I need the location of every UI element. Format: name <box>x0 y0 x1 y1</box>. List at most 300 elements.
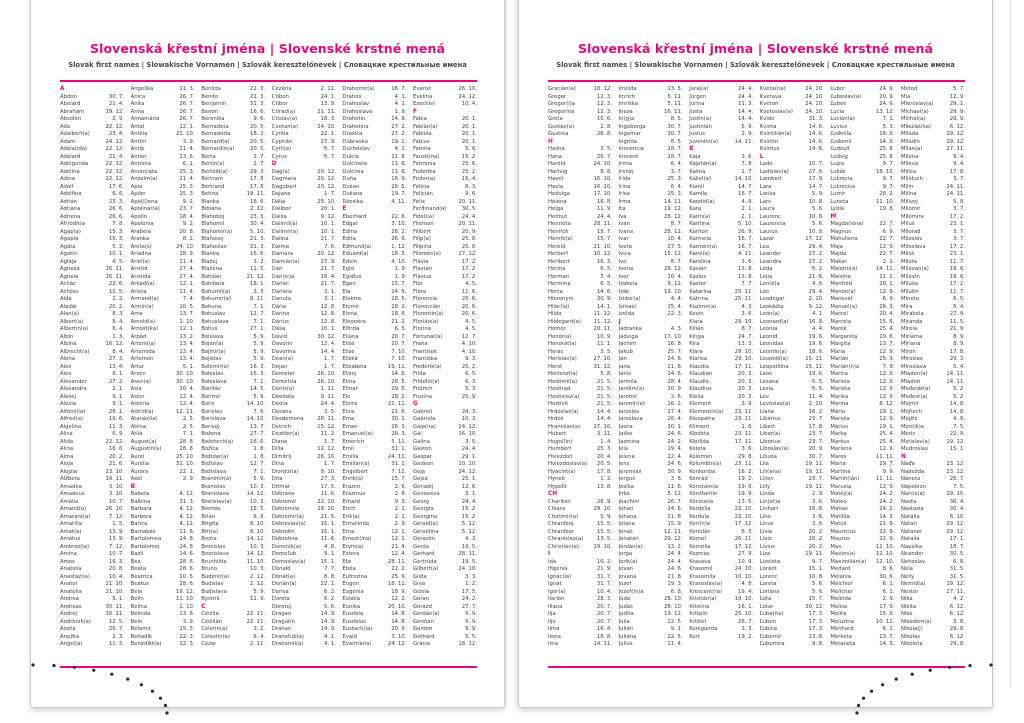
nameday-date: 12. 8. <box>320 303 336 310</box>
name-row <box>131 544 195 552</box>
name-row <box>901 161 965 169</box>
nameday-date: 1. 7. <box>741 168 754 175</box>
name-label: Ľuben <box>759 618 776 625</box>
name-label: Jeremiáš <box>618 468 642 475</box>
nameday-date: 19. 1. <box>879 423 895 430</box>
name-row <box>548 94 612 102</box>
name-label: Jolana <box>618 521 635 527</box>
name-label: Hortenz(ia) <box>548 371 578 377</box>
nameday-date: 4. 5. <box>112 258 124 265</box>
name-label: Nehoslav <box>900 558 926 565</box>
name-label: Maxim(a) <box>830 551 856 557</box>
name-row <box>548 506 612 514</box>
name-label: Lota <box>759 596 772 602</box>
name-row <box>131 326 195 334</box>
name-row <box>272 184 336 192</box>
name-label: Adolfína <box>60 191 82 197</box>
nameday-date: 22. 1. <box>320 581 336 587</box>
nameday-date: 7. 1. <box>253 303 266 310</box>
nameday-date: 16. 12. <box>176 588 195 595</box>
name-row <box>901 94 965 102</box>
name-label: Bronislav <box>201 543 226 550</box>
name-label: Miroslava <box>900 363 927 370</box>
name-label: Katrina <box>689 296 709 302</box>
nameday-date: 20. 1. <box>461 116 477 122</box>
nameday-date: 29. 1. <box>461 453 477 460</box>
nameday-date: 24. 2. <box>461 596 477 602</box>
nameday-date: 13. 8. <box>179 611 195 617</box>
name-row <box>830 191 894 199</box>
name-label: Jarolím(a) <box>618 386 645 392</box>
nameday-date: 17. 8. <box>250 183 266 190</box>
name-label: Chiara <box>548 506 566 512</box>
nameday-date: 24. 10. <box>805 101 824 107</box>
name-row <box>619 469 683 477</box>
name-row <box>689 491 753 499</box>
name-label: Lívio <box>759 536 773 542</box>
nameday-date: 25. 11. <box>734 296 754 302</box>
name-row <box>830 304 894 312</box>
name-row <box>548 236 612 244</box>
name-row <box>272 94 336 102</box>
nameday-date: 12. 4. <box>179 393 195 400</box>
name-row <box>689 514 753 522</box>
nameday-date: 19. 1. <box>879 408 895 415</box>
nameday-date: 5. 3. <box>882 123 895 130</box>
nameday-date: 21. 4. <box>108 101 124 107</box>
nameday-date: 13. 7. <box>879 633 895 640</box>
name-row <box>413 551 477 559</box>
name-row <box>619 206 683 214</box>
nameday-date: 18. 9. <box>179 251 195 257</box>
nameday-date: 16. 6. <box>250 108 266 115</box>
nameday-date: 13. 5. <box>596 528 612 535</box>
name-label: Helena <box>548 198 567 205</box>
nameday-date: 21. 2. <box>391 318 407 325</box>
nameday-date: 7. 12. <box>108 513 124 520</box>
name-label: Kordelia <box>689 506 711 512</box>
name-row <box>901 469 965 477</box>
nameday-date: 29. 10. <box>734 348 754 355</box>
name-row <box>272 491 336 499</box>
nameday-date: 19. 11. <box>105 476 124 482</box>
name-row <box>131 191 195 199</box>
nameday-date: 30. 7. <box>667 123 683 130</box>
nameday-date: 24. 4. <box>738 93 754 100</box>
name-row <box>201 566 265 574</box>
name-label: Milína <box>900 191 917 197</box>
name-label: Borislav <box>201 408 223 415</box>
name-row <box>619 131 683 139</box>
name-label: Nikodém(a) <box>900 618 932 625</box>
name-label: Belo <box>130 618 143 625</box>
name-row <box>760 476 824 484</box>
name-label: Dajana <box>271 191 291 197</box>
name-row <box>619 424 683 432</box>
nameday-date: 4. 12. <box>179 521 195 527</box>
nameday-date: 27. 6. <box>808 168 824 175</box>
nameday-date: 6. 6. <box>112 191 124 197</box>
name-row <box>830 94 894 102</box>
name-label: Iva <box>618 213 627 220</box>
name-label: Anzelm(a) <box>130 176 158 182</box>
nameday-date: 25. 3. <box>179 168 195 175</box>
name-label: Gilbert(a) <box>412 566 439 572</box>
name-label: Hieronym <box>548 296 574 302</box>
name-label: Dobromír(a) <box>271 513 304 520</box>
name-label: Drahotín <box>342 116 366 122</box>
name-label: Jana <box>618 363 631 370</box>
nameday-date: 17. 2. <box>461 266 477 272</box>
name-label: Elo <box>342 393 351 400</box>
nameday-date: 29. 1. <box>949 101 965 107</box>
name-row <box>131 214 195 222</box>
name-label: Klaudián <box>689 371 713 377</box>
nameday-date: 26. 9. <box>738 228 754 235</box>
name-row <box>901 334 965 342</box>
name-label: Lara <box>759 183 772 190</box>
nameday-date: 30. 10. <box>176 371 195 377</box>
name-row <box>60 244 124 252</box>
name-row <box>60 349 124 357</box>
nameday-date: 8. 5. <box>670 116 683 122</box>
nameday-date: 9. 9. <box>882 468 895 475</box>
name-label: Ingeborga <box>618 123 646 130</box>
name-row <box>60 641 124 649</box>
name-row <box>619 484 683 492</box>
nameday-date: 23. 12. <box>946 468 965 475</box>
nameday-date: 2. 2. <box>394 513 407 520</box>
name-label: Dáša <box>271 326 286 332</box>
name-row <box>413 529 477 537</box>
nameday-date: 10. 12. <box>593 251 612 257</box>
nameday-date: 30. 4. <box>949 506 965 512</box>
nameday-date: 9. 1. <box>112 371 124 377</box>
name-label: Aranka <box>130 236 150 242</box>
name-label: Bianka <box>201 198 220 205</box>
nameday-date: 12. 9. <box>879 393 895 400</box>
name-label: Cyntia <box>271 131 289 137</box>
name-row <box>413 409 477 417</box>
name-label: Herbert <box>548 251 569 257</box>
name-label: Helmut <box>548 213 568 220</box>
name-label: Geraldína <box>412 528 439 535</box>
name-label: Iliana <box>548 603 563 610</box>
name-label: Jela <box>618 446 629 452</box>
nameday-date: 9. 8. <box>811 641 824 647</box>
nameday-date: 20. 2. <box>108 453 124 460</box>
nameday-date: 18. 9. <box>391 588 407 595</box>
name-label: Bernadeta <box>201 123 229 130</box>
name-row <box>342 341 406 349</box>
name-row <box>131 109 195 117</box>
name-row <box>342 266 406 274</box>
name-row <box>201 101 265 109</box>
nameday-date: 28. 7. <box>667 153 683 160</box>
name-row <box>413 356 477 364</box>
name-label: Adrián <box>60 198 78 205</box>
name-row <box>548 131 612 139</box>
name-label: Alexia <box>60 401 77 407</box>
name-row <box>689 326 753 334</box>
page-subtitle: Slovak first names | Slowakische Vornamen | Szlovák keresztelőnevek | Словацкие крестильные имена <box>556 61 955 69</box>
name-row <box>760 356 824 364</box>
nameday-date: 15. 3. <box>179 626 195 632</box>
name-label: Maximilián(a) <box>830 558 867 565</box>
nameday-date: 14. 6. <box>808 123 824 130</box>
name-label: Elmar <box>342 386 358 392</box>
name-label: Chranislav(a) <box>548 536 584 542</box>
nameday-date: 11. 8. <box>391 153 407 160</box>
name-label: Alfréd(a) <box>60 416 84 422</box>
name-label: Estera <box>342 551 360 557</box>
nameday-date: 12. 9. <box>879 416 895 422</box>
name-row <box>901 139 965 147</box>
name-label: Hyacint(a) <box>548 468 576 475</box>
name-row <box>901 476 965 484</box>
nameday-date: 17. 6. <box>108 183 124 190</box>
name-label: Arnold(a) <box>130 318 156 325</box>
name-row <box>60 184 124 192</box>
name-row <box>760 176 824 184</box>
nameday-date: 21. 3. <box>250 236 266 242</box>
name-row <box>342 116 406 124</box>
nameday-date: 24. 11. <box>387 453 407 460</box>
name-row <box>830 251 894 259</box>
name-row <box>342 176 406 184</box>
name-row <box>342 401 406 409</box>
name-row <box>272 634 336 642</box>
name-row <box>201 536 265 544</box>
nameday-date: 20. 11. <box>458 221 477 227</box>
name-label: Nemid(a) <box>900 581 926 587</box>
name-label: Milín <box>900 183 914 190</box>
name-row <box>201 514 265 522</box>
name-row <box>272 191 336 199</box>
name-row <box>689 506 753 514</box>
name-row <box>342 581 406 589</box>
name-row <box>619 544 683 552</box>
name-row <box>548 499 612 507</box>
name-row <box>548 634 612 642</box>
name-label: Dária <box>271 303 287 310</box>
name-row <box>342 566 406 574</box>
name-row <box>413 326 477 334</box>
name-label: Ita <box>618 206 626 212</box>
name-row <box>342 589 406 597</box>
name-label: Mansvét <box>830 296 853 302</box>
nameday-date: 22. 12. <box>105 168 124 175</box>
name-label: Katarína <box>689 288 712 295</box>
nameday-date: 16. 7. <box>391 86 407 92</box>
name-row <box>619 439 683 447</box>
name-label: Alexander <box>60 378 87 385</box>
name-row <box>760 229 824 237</box>
name-label: Ema <box>342 416 355 422</box>
name-row <box>60 386 124 394</box>
name-label: Fruzína <box>412 393 433 400</box>
name-row <box>689 161 753 169</box>
name-label: Dália <box>271 198 286 205</box>
nameday-date: 27. 2. <box>391 123 407 130</box>
name-label: Hilda <box>548 311 562 317</box>
name-row <box>901 371 965 379</box>
nameday-date: 12. 8. <box>320 311 336 317</box>
nameday-date: 4. 12. <box>179 506 195 512</box>
name-label: Laurus <box>759 228 778 235</box>
name-row <box>619 341 683 349</box>
name-columns <box>60 86 477 649</box>
nameday-date: 16. 8. <box>808 318 824 325</box>
nameday-date: 6. 12. <box>949 611 965 617</box>
nameday-date: 13. 4. <box>108 363 124 370</box>
name-label: Mirabela <box>900 311 924 317</box>
nameday-date: 18. 6. <box>949 266 965 272</box>
name-row <box>901 266 965 274</box>
name-row <box>201 394 265 402</box>
nameday-date: 9. 3. <box>394 498 407 505</box>
name-row <box>131 499 195 507</box>
name-label: Apol(l)ena <box>130 198 158 205</box>
name-label: Achiles <box>60 288 79 295</box>
name-row <box>131 236 195 244</box>
name-row <box>760 206 824 214</box>
name-row <box>619 514 683 522</box>
name-label: Belína <box>130 603 148 610</box>
name-row <box>131 379 195 387</box>
name-label: Drahoľub(a) <box>271 633 304 640</box>
name-row <box>830 619 894 627</box>
nameday-date: 28. 11. <box>387 558 407 565</box>
name-row <box>60 551 124 559</box>
nameday-date: 12. 9. <box>879 483 895 490</box>
nameday-date: 22. 7. <box>879 236 895 242</box>
bottom-rule <box>548 666 965 668</box>
nameday-date: 25. 8. <box>879 146 895 152</box>
name-label: Flavián <box>412 266 432 272</box>
name-label: Amos <box>60 558 75 565</box>
name-row <box>342 199 406 207</box>
name-row <box>901 86 965 94</box>
name-label: Gejza <box>412 476 428 482</box>
name-row <box>60 401 124 409</box>
name-label: Aglája <box>60 258 77 265</box>
name-row <box>689 349 753 357</box>
name-label: Gordon <box>412 626 433 632</box>
name-row <box>689 551 753 559</box>
name-row <box>548 604 612 612</box>
name-label: Imelda <box>618 86 637 92</box>
name-row <box>413 626 477 634</box>
nameday-date: 3. 8. <box>953 618 965 625</box>
name-label: Jovana <box>618 573 637 580</box>
name-label: Adelard <box>60 153 81 160</box>
name-row <box>548 349 612 357</box>
nameday-date: 4. 3. <box>670 326 683 332</box>
nameday-date: 9. 4. <box>953 153 965 160</box>
name-label: Cecília <box>201 611 219 617</box>
nameday-date: 17. 3. <box>808 611 824 617</box>
nameday-date: 18. 2. <box>250 131 266 137</box>
nameday-date: 4. 4. <box>811 326 824 332</box>
nameday-date: 8. 2. <box>182 236 195 242</box>
name-row <box>830 176 894 184</box>
name-label: Bojislav <box>201 356 222 362</box>
name-row <box>272 529 336 537</box>
name-row <box>689 101 753 109</box>
nameday-date: 13. 5. <box>596 521 612 527</box>
name-label: Absolón <box>60 116 82 122</box>
nameday-date: 9. 12. <box>667 281 683 287</box>
name-row <box>901 544 965 552</box>
name-label: Krištof <box>689 618 707 625</box>
nameday-date: 17. 10. <box>593 191 612 197</box>
nameday-date: 16. 10. <box>593 183 612 190</box>
name-row <box>413 566 477 574</box>
nameday-date: 22. 12. <box>105 161 124 167</box>
nameday-date: 5. 12. <box>461 528 477 535</box>
name-row <box>272 236 336 244</box>
name-row <box>131 521 195 529</box>
nameday-date: 3. 6. <box>811 498 824 505</box>
nameday-date: 22. 6. <box>391 213 407 220</box>
name-label: Kasián <box>689 266 707 272</box>
name-label: Kliment <box>689 423 710 430</box>
name-label: Budislava <box>201 588 227 595</box>
name-label: Adelína <box>60 168 80 175</box>
name-row <box>619 184 683 192</box>
name-label: Asen(a) <box>130 378 151 385</box>
nameday-date: 12. 9. <box>879 348 895 355</box>
nameday-date: 15. 1. <box>320 521 336 527</box>
name-label: Malotín(a) <box>830 266 858 272</box>
name-label: Irma <box>618 198 631 205</box>
name-row <box>689 596 753 604</box>
nameday-date: 13. 2. <box>667 543 683 550</box>
left-page <box>30 0 505 708</box>
nameday-date: 20. 11. <box>458 198 477 205</box>
nameday-date: 10. 3. <box>250 498 266 505</box>
nameday-date: 29. 8. <box>949 641 965 647</box>
name-label: Ľubomír <box>759 633 782 640</box>
name-label: Georg <box>412 498 430 505</box>
name-row <box>60 356 124 364</box>
nameday-date: 3. 3. <box>465 573 477 580</box>
name-label: Dominik(a) <box>271 543 302 550</box>
nameday-date: 10. 10. <box>734 573 754 580</box>
nameday-date: 8. 3. <box>112 311 124 317</box>
name-row <box>760 94 824 102</box>
name-label: Niko <box>900 611 913 617</box>
name-row <box>60 161 124 169</box>
name-row <box>901 506 965 514</box>
nameday-date: 20. 8. <box>108 566 124 572</box>
nameday-date: 3. 6. <box>741 153 754 160</box>
name-row <box>901 529 965 537</box>
nameday-date: 18. 3. <box>320 116 336 122</box>
letter-header: L <box>759 153 764 160</box>
nameday-date: 25. 7. <box>667 348 683 355</box>
nameday-date: 15. 1. <box>808 566 824 572</box>
name-row <box>760 281 824 289</box>
name-label: Larisa <box>759 191 776 197</box>
name-row <box>830 581 894 589</box>
name-label: Dulcínia <box>342 168 364 175</box>
name-label: Melchior <box>830 581 853 587</box>
name-row <box>131 259 195 267</box>
name-label: Eulália <box>342 596 360 602</box>
name-row <box>60 439 124 447</box>
